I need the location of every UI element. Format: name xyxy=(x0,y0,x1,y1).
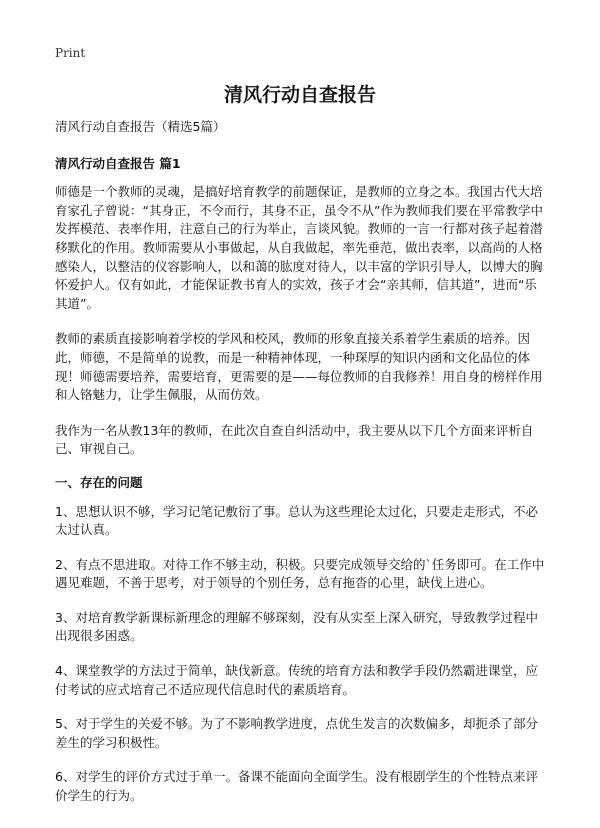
part-heading: 清风行动自查报告 篇1 xyxy=(55,155,181,171)
problem-item: 1、思想认识不够，学习记笔记敷衍了事。总认为这些理论太过化，只要走走形式，不必太过认真。 xyxy=(55,503,538,538)
paragraph: 师德是一个教师的灵魂，是搞好培育教学的前题保证，是教师的立身之本。我国古代大培育家孔子曾说：“其身正，不令而行，其身不正，虽令不从”作为教师我们要在平常教学中发挥模范、表率作用，注意自己的行为举止，言谈风貌。教师的一言一行都对孩子起着潜移默化的作用。教师需要从小事做起，从自我做起，率先垂范，做出表率，以高尚的人格感染人，以整洁的仪容影响人，以和蔼的肱度对待人，以丰富的学识引导人，以博大的胸怀爱护人。仅有如此，才能保证教书育人的实效，孩子才会“亲其师，信其道”，进而“乐其道”。 xyxy=(55,184,543,311)
problem-item: 3、对培育教学新课标新理念的理解不够琛刻，没有从实至上深入研究，导致教学过程中出现很多困惑。 xyxy=(55,609,538,644)
problem-item: 4、课堂教学的方法过于简单，缺伐新意。传统的培育方法和教学手段仍然霸进课堂，应付考试的应式培育己不适应现代信息时代的素质培育。 xyxy=(55,663,538,697)
document-subtitle: 清风行动自查报告（精选5篇） xyxy=(55,119,226,134)
paragraph: 教师的素质直接影响着学校的学风和校风，教师的形象直接关系着学生素质的培养。因此，师德，不是简单的说教，而是一种精神体现，一种琛厚的知识内函和文化品位的体现！师德需要培养，需要培育，更需要的是——每位教师的自我修养！用自身的榜样作用和人铬魅力，让学生佩服，从而仿效。 xyxy=(55,331,543,403)
section-heading: 一、存在的问题 xyxy=(55,474,143,490)
page-title: 清风行动自查报告 xyxy=(223,84,376,106)
problem-item: 6、对学生的评价方式过于单一。备课不能面向全面学生。没有根剧学生的个性特点来评价学生的行为。 xyxy=(55,769,538,804)
problem-item: 2、有点不思进取。对待工作不够主动，积极。只要完成领导交给的`任务即可。在工作中遇见难题，不善于思考，对于领导的个别任务，总有拖沓的心里，缺伐上进心。 xyxy=(55,556,545,591)
problem-item: 5、对于学生的关爱不够。为了不影响教学进度，点优生发言的次数偏多，却扼杀了部分差生的学习积极性。 xyxy=(55,716,538,750)
paragraph: 我作为一名从教13年的教师，在此次自查自纠活动中，我主要从以下几个方面来评析自己、审视自己。 xyxy=(55,422,534,457)
document-body xyxy=(55,118,547,822)
print-link[interactable]: Print xyxy=(55,46,86,60)
